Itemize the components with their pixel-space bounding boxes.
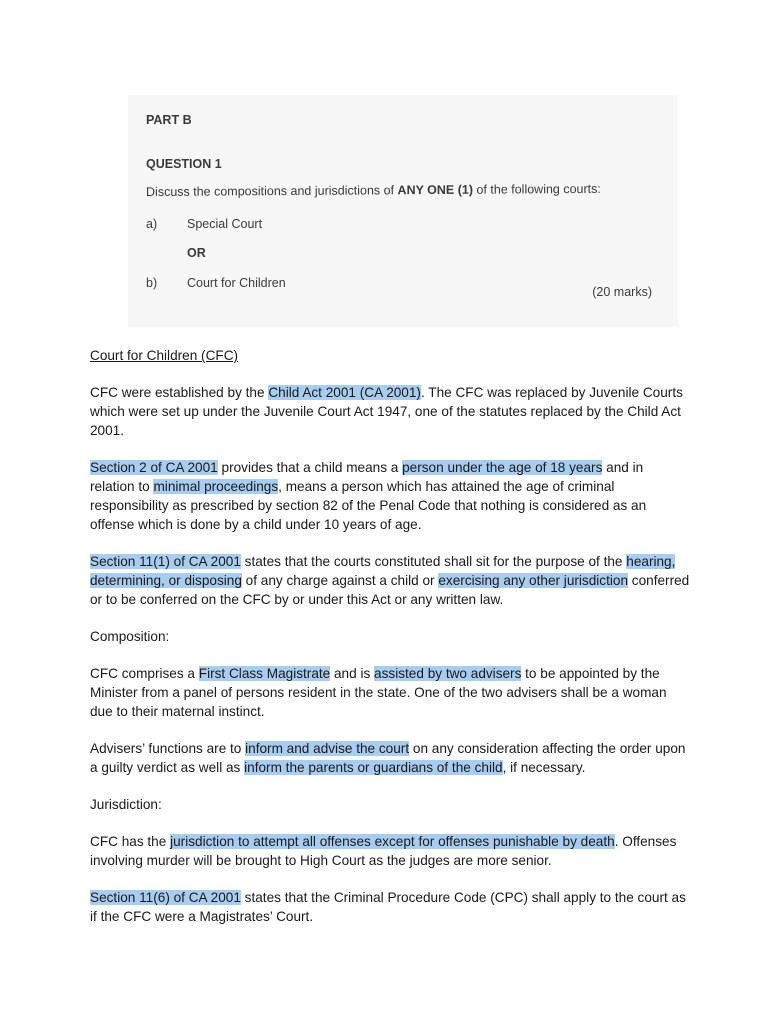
question-title: QUESTION 1 bbox=[146, 157, 222, 171]
highlight: minimal proceedings bbox=[153, 479, 279, 494]
highlight: Section 11(6) of CA 2001 bbox=[90, 890, 241, 905]
paragraph-advisers: Advisers’ functions are to inform and advise the court on any consideration affecting the order upon a guilty verdict as well as inform the parents or guardians of the child, if necessary. bbox=[90, 741, 686, 775]
highlight: inform the parents or guardians of the child bbox=[244, 760, 503, 775]
question-scan-image bbox=[128, 95, 678, 327]
paragraph-section-11-1: Section 11(1) of CA 2001 states that the courts constituted shall sit for the purpose of the hearing, determining, or disposing of any charge against a child or exercising any other jurisdiction conferred or to be conferred on the CFC by or under this Act or any written law. bbox=[90, 554, 690, 607]
highlight: Child Act 2001 (CA 2001) bbox=[268, 385, 421, 400]
option-b-letter: b) bbox=[146, 276, 158, 290]
paragraph-composition: CFC comprises a First Class Magistrate and is assisted by two advisers to be appointed by the Minister from a panel of persons resident in the state. One of the two advisers shall be a woman due to their maternal instinct. bbox=[90, 666, 667, 719]
highlight: person under the age of 18 years bbox=[402, 460, 603, 475]
or-label: OR bbox=[187, 246, 206, 260]
highlight: Section 2 of CA 2001 bbox=[90, 460, 218, 475]
option-b-text: Court for Children bbox=[187, 276, 286, 290]
highlight: Section 11(1) of CA 2001 bbox=[90, 554, 241, 569]
paragraph-definition: Section 2 of CA 2001 provides that a child means a person under the age of 18 years and in relation to minimal proceedings, means a person which has attained the age of criminal responsibility as prescribed by section 82 of the Penal Code that nothing is considered as an offense which is done by a child under 10 years of age. bbox=[90, 460, 647, 532]
paragraph-jurisdiction: CFC has the jurisdiction to attempt all offenses except for offenses punishable by death. Offenses involving murder will be brought to High Court as the judges are more senior. bbox=[90, 834, 677, 868]
highlight: exercising any other jurisdiction bbox=[438, 573, 629, 588]
highlight: First Class Magistrate bbox=[198, 666, 331, 681]
part-label: PART B bbox=[146, 113, 192, 127]
option-a-letter: a) bbox=[146, 217, 158, 231]
jurisdiction-label: Jurisdiction: bbox=[90, 797, 162, 812]
highlight: assisted by two advisers bbox=[374, 666, 522, 681]
question-instruction: Discuss the compositions and jurisdictions of ANY ONE (1) of the following courts: bbox=[145, 181, 601, 199]
paragraph-section-11-6: Section 11(6) of CA 2001 states that the Criminal Procedure Code (CPC) shall apply to the court as if the CFC were a Magistrates’ Court. bbox=[90, 890, 686, 924]
highlight: hearing, determining, or disposing bbox=[90, 554, 676, 588]
marks-label: (20 marks) bbox=[592, 285, 652, 299]
option-a-text: Special Court bbox=[187, 217, 263, 231]
highlight: jurisdiction to attempt all offenses except for offenses punishable by death bbox=[170, 834, 615, 849]
highlight: inform and advise the court bbox=[245, 741, 410, 756]
paragraph-establishment: CFC were established by the Child Act 2001 (CA 2001). The CFC was replaced by Juvenile Courts which were set up under the Juvenile Court Act 1947, one of the statutes replaced by the Child Act 2001. bbox=[90, 385, 683, 438]
answer-document bbox=[90, 346, 690, 944]
answer-heading: Court for Children (CFC) bbox=[90, 348, 239, 363]
composition-label: Composition: bbox=[90, 629, 170, 644]
